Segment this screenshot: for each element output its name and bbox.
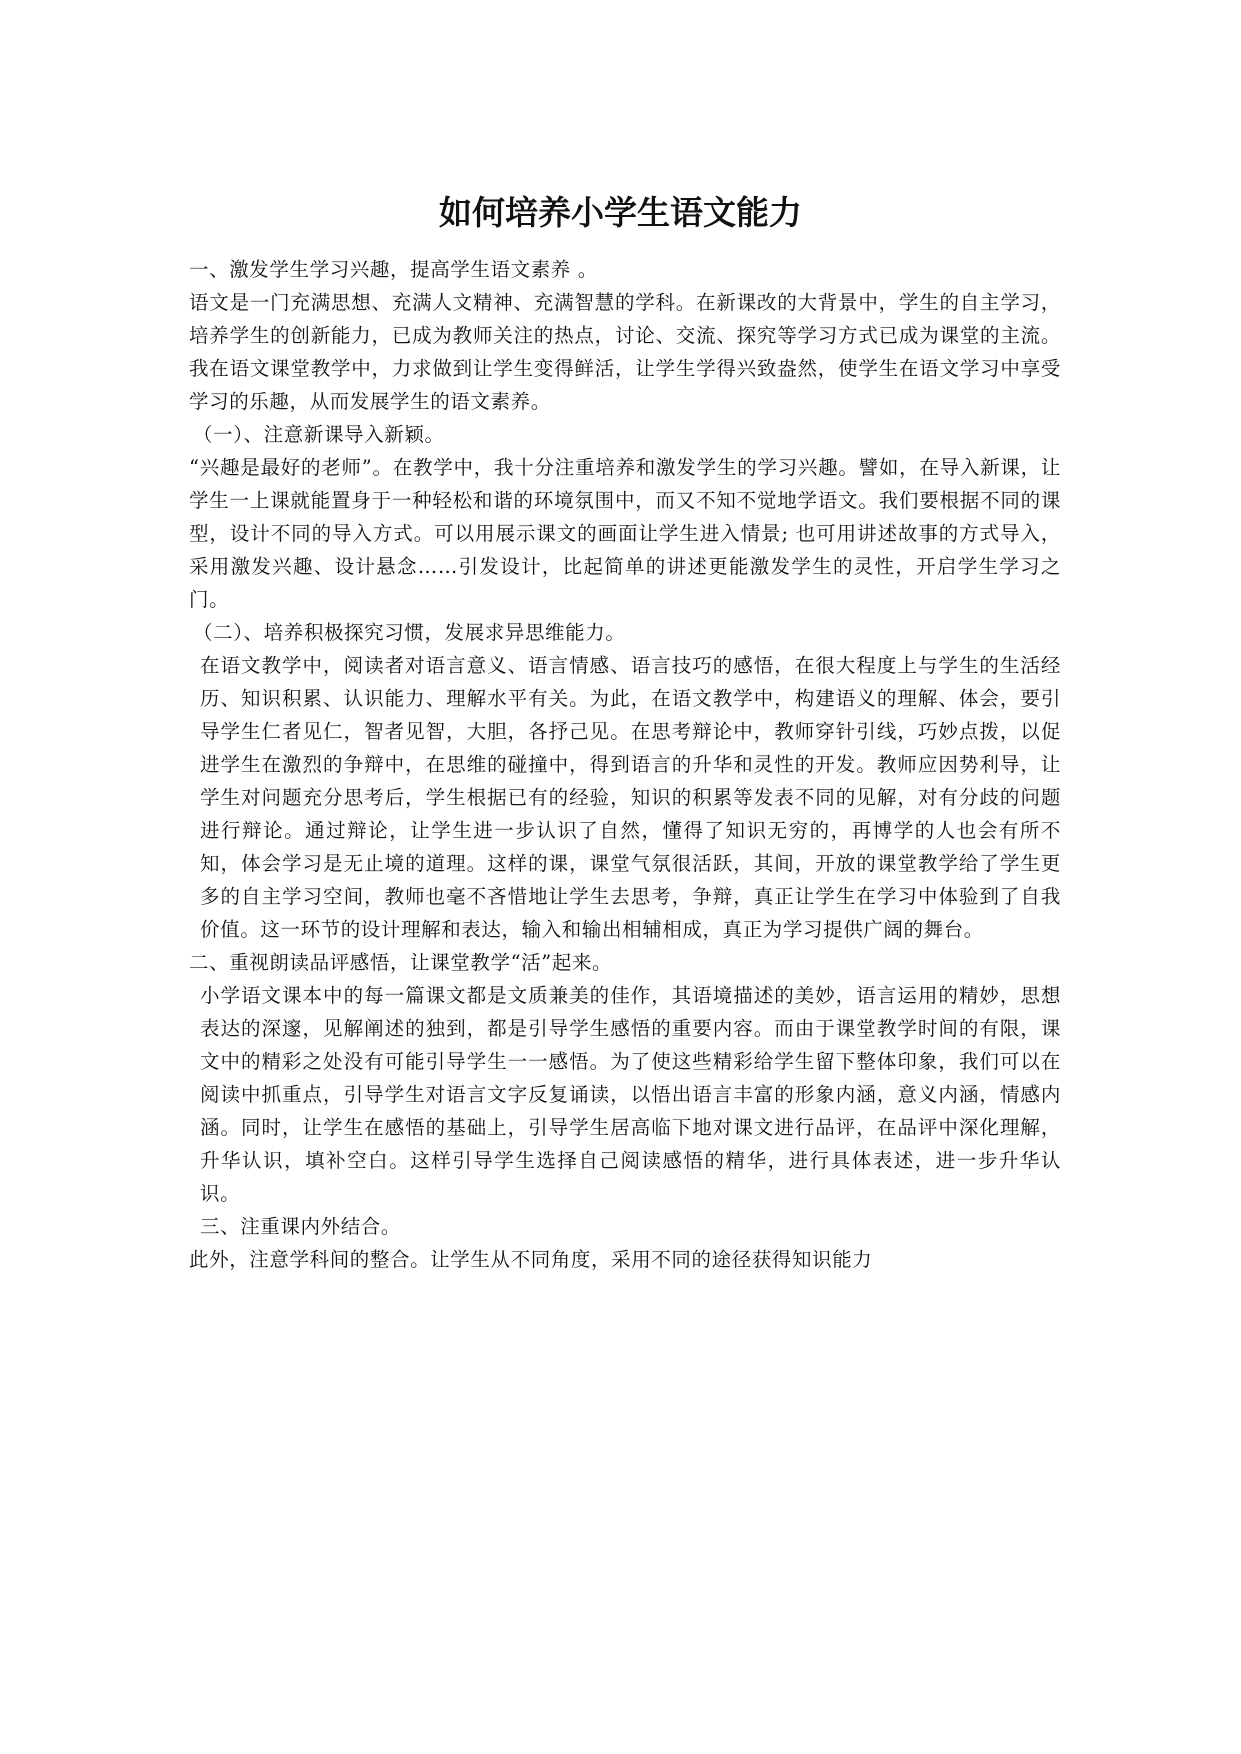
paragraph-inquiry: 在语文教学中，阅读者对语言意义、语言情感、语言技巧的感悟，在很大程度上与学生的生活经历、知识积累、认识能力、理解水平有关。为此，在语文教学中，构建语义的理解、体会，要引导学生仁者见仁，智者见智，大胆，各抒己见。在思考辩论中，教师穿针引线，巧妙点拨，以促进学生在激烈的争辩中，在思维的碰撞中，得到语言的升华和灵性的开发。教师应因势利导，让学生对问题充分思考后，学生根据已有的经验，知识的积累等发表不同的见解，对有分歧的问题进行辩论。通过辩论，让学生进一步认识了自然，懂得了知识无穷的，再博学的人也会有所不知，体会学习是无止境的道理。这样的课，课堂气氛很活跃，其间，开放的课堂教学给了学生更多的自主学习空间，教师也毫不吝惜地让学生去思考，争辩，真正让学生在学习中体验到了自我价值。这一环节的设计理解和表达，输入和输出相辅相成，真正为学习提供广阔的舞台。	[200, 654, 1061, 941]
paragraph-integration: 此外，注意学科间的整合。让学生从不同角度，采用不同的途径获得知识能力	[189, 1248, 873, 1271]
document-body	[189, 253, 1061, 1276]
subsection-heading-2: （二）、培养积极探究习惯，发展求异思维能力。	[193, 621, 626, 644]
paragraph-reading: 小学语文课本中的每一篇课文都是文质兼美的佳作，其语境描述的美妙，语言运用的精妙，思想表达的深邃，见解阐述的独到，都是引导学生感悟的重要内容。而由于课堂教学时间的有限，课文中的精彩之处没有可能引导学生一一感悟。为了使这些精彩给学生留下整体印象，我们可以在阅读中抓重点，引导学生对语言文字反复诵读，以悟出语言丰富的形象内涵，意义内涵，情感内涵。同时，让学生在感悟的基础上，引导学生居高临下地对课文进行品评，在品评中深化理解，升华认识，填补空白。这样引导学生选择自己阅读感悟的精华，进行具体表述，进一步升华认识。	[200, 984, 1061, 1205]
paragraph-intro: 语文是一门充满思想、充满人文精神、充满智慧的学科。在新课改的大背景中，学生的自主学习，培养学生的创新能力，已成为教师关注的热点，讨论、交流、探究等学习方式已成为课堂的主流。我在语文课堂教学中，力求做到让学生变得鲜活，让学生学得兴致盎然，使学生在语文学习中享受学习的乐趣，从而发展学生的语文素养。	[189, 291, 1061, 413]
document-title: 如何培养小学生语文能力	[439, 193, 802, 232]
paragraph-interest: “兴趣是最好的老师”。在教学中，我十分注重培养和激发学生的学习兴趣。譬如，在导入新课，让学生一上课就能置身于一种轻松和谐的环境氛围中，而又不知不觉地学语文。我们要根据不同的课型，设计不同的导入方式。可以用展示课文的画面让学生进入情景; 也可用讲述故事的方式导入，采用激发兴趣、设计悬念……引发设计，比起简单的讲述更能激发学生的灵性，开启学生学习之门。	[189, 456, 1061, 611]
subsection-heading-1: （一）、注意新课导入新颖。	[193, 423, 445, 446]
section-heading-2: 二、重视朗读品评感悟，让课堂教学“活”起来。	[189, 951, 613, 974]
section-heading-1: 一、激发学生学习兴趣，提高学生语文素养 。	[189, 258, 598, 281]
section-heading-3: 三、注重课内外结合。	[200, 1215, 402, 1238]
